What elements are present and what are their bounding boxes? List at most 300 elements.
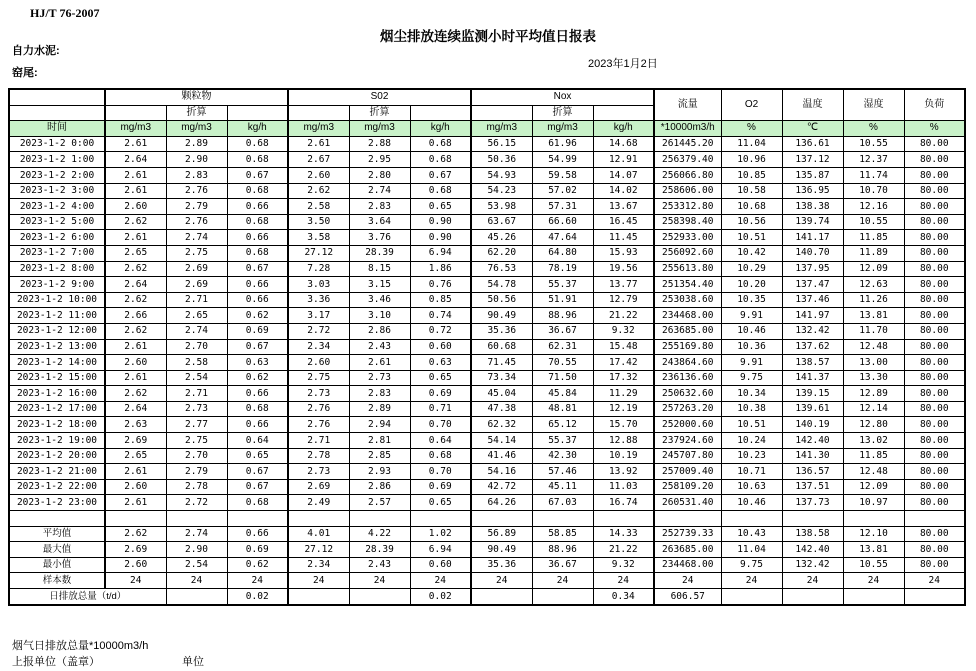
value-cell: [166, 511, 227, 527]
value-cell: 0.34: [593, 589, 654, 605]
value-cell: 2.90: [166, 152, 227, 168]
value-cell: 2.81: [349, 433, 410, 449]
value-cell: 0.67: [410, 167, 471, 183]
value-cell: 2.76: [288, 417, 349, 433]
value-cell: 80.00: [904, 152, 965, 168]
value-cell: 2.60: [105, 557, 166, 573]
value-cell: 2.86: [349, 479, 410, 495]
row-label-cell: 2023-1-2 14:00: [9, 355, 105, 371]
value-cell: [532, 589, 593, 605]
value-cell: 2.85: [349, 448, 410, 464]
value-cell: 9.91: [721, 308, 782, 324]
value-cell: 2.74: [166, 323, 227, 339]
value-cell: 17.32: [593, 370, 654, 386]
value-cell: 2.63: [105, 417, 166, 433]
value-cell: 65.12: [532, 417, 593, 433]
value-cell: 2.78: [288, 448, 349, 464]
value-cell: 2.73: [288, 464, 349, 480]
value-cell: 2.71: [166, 292, 227, 308]
value-cell: 0.76: [410, 277, 471, 293]
table-row: [9, 183, 965, 199]
value-cell: 2.62: [105, 214, 166, 230]
value-cell: 80.00: [904, 370, 965, 386]
value-cell: [904, 511, 965, 527]
value-cell: 135.87: [782, 167, 843, 183]
value-cell: 80.00: [904, 433, 965, 449]
value-cell: 12.09: [843, 479, 904, 495]
value-cell: [843, 511, 904, 527]
value-cell: 54.16: [471, 464, 532, 480]
value-cell: 15.93: [593, 245, 654, 261]
value-cell: 24: [782, 573, 843, 589]
value-cell: 2.54: [166, 557, 227, 573]
value-cell: 2.62: [105, 323, 166, 339]
value-cell: 51.91: [532, 292, 593, 308]
value-cell: 53.98: [471, 199, 532, 215]
value-cell: 137.47: [782, 277, 843, 293]
value-cell: 606.57: [654, 589, 721, 605]
value-cell: 0.68: [410, 448, 471, 464]
value-cell: 0.68: [227, 152, 288, 168]
table-row: [9, 417, 965, 433]
value-cell: 21.22: [593, 308, 654, 324]
value-cell: 47.38: [471, 401, 532, 417]
value-cell: 2.60: [105, 199, 166, 215]
value-cell: 0.62: [227, 308, 288, 324]
summary-row: [9, 573, 965, 589]
value-cell: 2.66: [105, 308, 166, 324]
value-cell: 2.61: [105, 464, 166, 480]
value-cell: 137.62: [782, 339, 843, 355]
value-cell: 0.66: [227, 417, 288, 433]
value-cell: 50.36: [471, 152, 532, 168]
value-cell: 12.88: [593, 433, 654, 449]
value-cell: 80.00: [904, 401, 965, 417]
value-cell: 256092.60: [654, 245, 721, 261]
value-cell: 0.68: [410, 183, 471, 199]
value-cell: 19.56: [593, 261, 654, 277]
unit-percent: %: [843, 121, 904, 137]
value-cell: 141.97: [782, 308, 843, 324]
value-cell: 80.00: [904, 167, 965, 183]
value-cell: 80.00: [904, 230, 965, 246]
value-cell: [843, 589, 904, 605]
value-cell: 73.34: [471, 370, 532, 386]
value-cell: 132.42: [782, 557, 843, 573]
value-cell: 0.66: [227, 277, 288, 293]
row-label-cell: 2023-1-2 4:00: [9, 199, 105, 215]
value-cell: 2.94: [349, 417, 410, 433]
value-cell: 35.36: [471, 557, 532, 573]
value-cell: 10.63: [721, 479, 782, 495]
value-cell: 10.20: [721, 277, 782, 293]
value-cell: 12.48: [843, 464, 904, 480]
value-cell: 0.67: [227, 479, 288, 495]
unit-percent: %: [721, 121, 782, 137]
value-cell: 138.58: [782, 526, 843, 542]
row-label-cell: 2023-1-2 7:00: [9, 245, 105, 261]
value-cell: 10.96: [721, 152, 782, 168]
value-cell: 258606.00: [654, 183, 721, 199]
value-cell: 64.26: [471, 495, 532, 511]
value-cell: 0.68: [410, 136, 471, 152]
header-flow: 流量: [654, 89, 721, 121]
value-cell: 0.68: [227, 136, 288, 152]
value-cell: 14.68: [593, 136, 654, 152]
header-temperature: 温度: [782, 89, 843, 121]
value-cell: 0.71: [410, 401, 471, 417]
row-label-cell: 2023-1-2 21:00: [9, 464, 105, 480]
value-cell: 35.36: [471, 323, 532, 339]
value-cell: 137.73: [782, 495, 843, 511]
value-cell: 24: [593, 573, 654, 589]
value-cell: 80.00: [904, 448, 965, 464]
header-group-row: [9, 89, 965, 105]
value-cell: 3.58: [288, 230, 349, 246]
value-cell: 0.85: [410, 292, 471, 308]
value-cell: 80.00: [904, 199, 965, 215]
value-cell: 2.71: [166, 386, 227, 402]
value-cell: 16.45: [593, 214, 654, 230]
value-cell: 13.81: [843, 308, 904, 324]
value-cell: 12.63: [843, 277, 904, 293]
value-cell: 11.45: [593, 230, 654, 246]
value-cell: 2.79: [166, 199, 227, 215]
header-empty: [9, 105, 105, 121]
value-cell: [471, 511, 532, 527]
value-cell: 257263.20: [654, 401, 721, 417]
unit-mg-m3: mg/m3: [105, 121, 166, 137]
value-cell: 10.55: [843, 214, 904, 230]
table-row: [9, 245, 965, 261]
value-cell: [166, 589, 227, 605]
value-cell: 48.81: [532, 401, 593, 417]
value-cell: 6.94: [410, 542, 471, 558]
value-cell: 2.77: [166, 417, 227, 433]
row-label-cell: 2023-1-2 3:00: [9, 183, 105, 199]
value-cell: 3.15: [349, 277, 410, 293]
value-cell: 80.00: [904, 495, 965, 511]
table-row: [9, 136, 965, 152]
value-cell: 10.68: [721, 199, 782, 215]
value-cell: 0.62: [227, 370, 288, 386]
row-label-cell: 2023-1-2 5:00: [9, 214, 105, 230]
value-cell: 2.43: [349, 339, 410, 355]
value-cell: 4.22: [349, 526, 410, 542]
value-cell: 234468.00: [654, 308, 721, 324]
value-cell: 0.66: [227, 230, 288, 246]
value-cell: 10.19: [593, 448, 654, 464]
value-cell: 0.68: [227, 214, 288, 230]
value-cell: 11.74: [843, 167, 904, 183]
value-cell: 36.67: [532, 323, 593, 339]
value-cell: 10.24: [721, 433, 782, 449]
value-cell: 11.04: [721, 542, 782, 558]
value-cell: 234468.00: [654, 557, 721, 573]
value-cell: 24: [227, 573, 288, 589]
daily-total-row: [9, 589, 965, 605]
value-cell: 88.96: [532, 308, 593, 324]
value-cell: 27.12: [288, 245, 349, 261]
value-cell: 250632.60: [654, 386, 721, 402]
value-cell: 70.55: [532, 355, 593, 371]
value-cell: 137.95: [782, 261, 843, 277]
value-cell: 256066.80: [654, 167, 721, 183]
value-cell: 10.42: [721, 245, 782, 261]
value-cell: 2.69: [288, 479, 349, 495]
value-cell: 10.58: [721, 183, 782, 199]
value-cell: 61.96: [532, 136, 593, 152]
value-cell: 71.50: [532, 370, 593, 386]
value-cell: 0.90: [410, 230, 471, 246]
row-label-cell: 样本数: [9, 573, 105, 589]
value-cell: 12.14: [843, 401, 904, 417]
table-row: [9, 152, 965, 168]
value-cell: 0.65: [410, 199, 471, 215]
value-cell: 50.56: [471, 292, 532, 308]
value-cell: 2.93: [349, 464, 410, 480]
value-cell: 24: [349, 573, 410, 589]
value-cell: 3.76: [349, 230, 410, 246]
value-cell: 55.37: [532, 277, 593, 293]
value-cell: 0.68: [410, 152, 471, 168]
unit-mg-m3: mg/m3: [288, 121, 349, 137]
row-label-cell: 2023-1-2 22:00: [9, 479, 105, 495]
value-cell: 236136.60: [654, 370, 721, 386]
table-row: [9, 464, 965, 480]
table-row: [9, 323, 965, 339]
row-label-cell: 2023-1-2 2:00: [9, 167, 105, 183]
value-cell: 9.32: [593, 557, 654, 573]
value-cell: 80.00: [904, 323, 965, 339]
value-cell: 17.42: [593, 355, 654, 371]
value-cell: 10.34: [721, 386, 782, 402]
value-cell: 0.62: [227, 557, 288, 573]
value-cell: 57.31: [532, 199, 593, 215]
table-row: [9, 479, 965, 495]
value-cell: 2.69: [166, 261, 227, 277]
value-cell: 2.61: [105, 183, 166, 199]
header-empty: [9, 89, 105, 105]
value-cell: 2.60: [288, 167, 349, 183]
value-cell: 54.78: [471, 277, 532, 293]
value-cell: 78.19: [532, 261, 593, 277]
value-cell: 28.39: [349, 245, 410, 261]
value-cell: 3.64: [349, 214, 410, 230]
row-label-cell: 2023-1-2 18:00: [9, 417, 105, 433]
value-cell: 0.69: [227, 542, 288, 558]
header-time: 时间: [9, 121, 105, 137]
table-row: [9, 339, 965, 355]
value-cell: 24: [843, 573, 904, 589]
row-label-cell: 2023-1-2 8:00: [9, 261, 105, 277]
header-humidity: 湿度: [843, 89, 904, 121]
value-cell: 2.70: [166, 448, 227, 464]
value-cell: 13.00: [843, 355, 904, 371]
value-cell: 45.26: [471, 230, 532, 246]
value-cell: 0.69: [410, 479, 471, 495]
value-cell: 80.00: [904, 136, 965, 152]
value-cell: 10.55: [843, 557, 904, 573]
value-cell: 56.15: [471, 136, 532, 152]
value-cell: 2.65: [105, 245, 166, 261]
value-cell: [227, 511, 288, 527]
table-row: [9, 448, 965, 464]
header-conversion: 折算: [532, 105, 593, 121]
value-cell: 2.71: [288, 433, 349, 449]
value-cell: 13.77: [593, 277, 654, 293]
value-cell: 2.61: [105, 339, 166, 355]
value-cell: 12.89: [843, 386, 904, 402]
value-cell: 12.10: [843, 526, 904, 542]
value-cell: 88.96: [532, 542, 593, 558]
table-row: [9, 355, 965, 371]
header-empty: [105, 105, 166, 121]
value-cell: 2.61: [105, 167, 166, 183]
value-cell: 2.54: [166, 370, 227, 386]
value-cell: 62.32: [471, 417, 532, 433]
value-cell: 3.36: [288, 292, 349, 308]
value-cell: 2.62: [105, 386, 166, 402]
daily-total-label: 日排放总量（t/d）: [9, 589, 166, 605]
value-cell: 2.72: [288, 323, 349, 339]
value-cell: 16.74: [593, 495, 654, 511]
row-label-cell: 2023-1-2 17:00: [9, 401, 105, 417]
unit-kg-h: kg/h: [593, 121, 654, 137]
header-group-nox: Nox: [471, 89, 654, 105]
value-cell: 42.72: [471, 479, 532, 495]
value-cell: 45.84: [532, 386, 593, 402]
value-cell: 24: [166, 573, 227, 589]
value-cell: 12.48: [843, 339, 904, 355]
value-cell: 41.46: [471, 448, 532, 464]
row-label-cell: 2023-1-2 20:00: [9, 448, 105, 464]
value-cell: 2.74: [166, 526, 227, 542]
value-cell: 10.46: [721, 323, 782, 339]
value-cell: 13.81: [843, 542, 904, 558]
value-cell: 12.09: [843, 261, 904, 277]
value-cell: 252000.60: [654, 417, 721, 433]
value-cell: 245707.80: [654, 448, 721, 464]
flue-gas-total-label: 烟气日排放总量*10000m3/h: [12, 640, 149, 652]
value-cell: 2.83: [166, 167, 227, 183]
value-cell: 58.85: [532, 526, 593, 542]
value-cell: 2.76: [166, 214, 227, 230]
table-row: [9, 261, 965, 277]
header-conversion: 折算: [349, 105, 410, 121]
value-cell: 10.55: [843, 136, 904, 152]
report-table: [8, 88, 966, 606]
table-row: [9, 277, 965, 293]
value-cell: 260531.40: [654, 495, 721, 511]
value-cell: 10.46: [721, 495, 782, 511]
table-row: [9, 433, 965, 449]
value-cell: 0.67: [227, 339, 288, 355]
table-row: [9, 401, 965, 417]
value-cell: 24: [904, 573, 965, 589]
value-cell: 3.50: [288, 214, 349, 230]
value-cell: 10.85: [721, 167, 782, 183]
value-cell: 141.37: [782, 370, 843, 386]
value-cell: 2.58: [166, 355, 227, 371]
value-cell: 4.01: [288, 526, 349, 542]
value-cell: 2.34: [288, 339, 349, 355]
table-row: [9, 167, 965, 183]
row-label-cell: 2023-1-2 11:00: [9, 308, 105, 324]
value-cell: 2.72: [166, 495, 227, 511]
value-cell: 2.43: [349, 557, 410, 573]
value-cell: 0.65: [227, 448, 288, 464]
value-cell: 0.66: [227, 292, 288, 308]
value-cell: 263685.00: [654, 542, 721, 558]
value-cell: 0.68: [227, 245, 288, 261]
header-empty: [471, 105, 532, 121]
value-cell: 1.86: [410, 261, 471, 277]
table-body: [9, 136, 965, 604]
header-empty: [410, 105, 471, 121]
value-cell: 0.68: [227, 183, 288, 199]
summary-row: [9, 557, 965, 573]
value-cell: 2.64: [105, 152, 166, 168]
value-cell: [654, 511, 721, 527]
table-row: [9, 495, 965, 511]
value-cell: 2.78: [166, 479, 227, 495]
value-cell: 80.00: [904, 292, 965, 308]
value-cell: 13.30: [843, 370, 904, 386]
row-label-cell: 平均值: [9, 526, 105, 542]
value-cell: 90.49: [471, 308, 532, 324]
unit-mg-m3: mg/m3: [471, 121, 532, 137]
value-cell: 0.02: [227, 589, 288, 605]
value-cell: 2.89: [349, 401, 410, 417]
value-cell: 0.66: [227, 199, 288, 215]
value-cell: 1.02: [410, 526, 471, 542]
row-label-cell: 2023-1-2 9:00: [9, 277, 105, 293]
value-cell: 12.19: [593, 401, 654, 417]
summary-row: [9, 526, 965, 542]
value-cell: 80.00: [904, 355, 965, 371]
header-conversion: 折算: [166, 105, 227, 121]
value-cell: 0.66: [227, 526, 288, 542]
value-cell: 10.71: [721, 464, 782, 480]
value-cell: [782, 511, 843, 527]
value-cell: 2.61: [105, 230, 166, 246]
value-cell: 24: [105, 573, 166, 589]
value-cell: [721, 511, 782, 527]
value-cell: 10.43: [721, 526, 782, 542]
value-cell: 54.93: [471, 167, 532, 183]
value-cell: 0.74: [410, 308, 471, 324]
value-cell: 80.00: [904, 464, 965, 480]
unit-percent: %: [904, 121, 965, 137]
unit-kg-h: kg/h: [410, 121, 471, 137]
value-cell: 237924.60: [654, 433, 721, 449]
value-cell: 80.00: [904, 245, 965, 261]
row-label-cell: 2023-1-2 10:00: [9, 292, 105, 308]
value-cell: 12.79: [593, 292, 654, 308]
value-cell: 132.42: [782, 323, 843, 339]
value-cell: [904, 589, 965, 605]
row-label-cell: 最小值: [9, 557, 105, 573]
value-cell: 0.67: [227, 167, 288, 183]
value-cell: 2.49: [288, 495, 349, 511]
value-cell: 136.57: [782, 464, 843, 480]
value-cell: [782, 589, 843, 605]
value-cell: 2.69: [166, 277, 227, 293]
value-cell: [349, 511, 410, 527]
value-cell: 62.20: [471, 245, 532, 261]
value-cell: 0.70: [410, 464, 471, 480]
